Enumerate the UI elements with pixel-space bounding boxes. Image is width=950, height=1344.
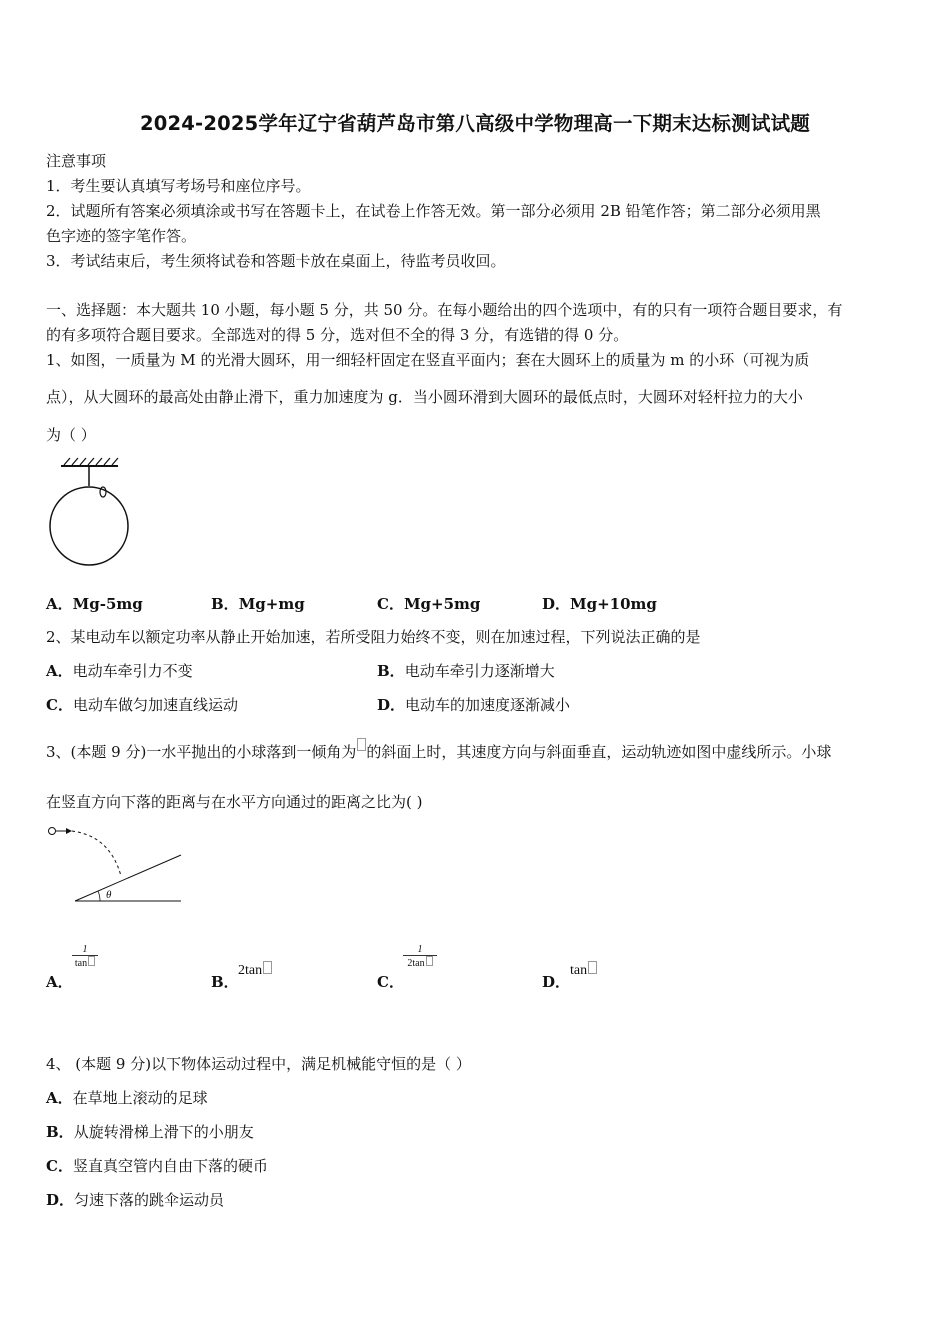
q1-option-b[interactable]: B．Mg+mg — [211, 595, 305, 613]
notice-line-2b: 色字迹的签字笔作答。 — [46, 227, 197, 245]
section1-line-2: 的有多项符合题目要求。全部选对的得 5 分，选对但不全的得 3 分，有选错的得 0 分。 — [46, 326, 629, 344]
theta-placeholder-icon — [263, 961, 272, 974]
q4-option-a[interactable]: A．在草地上滚动的足球 — [46, 1089, 208, 1107]
q1-option-d[interactable]: D．Mg+10mg — [542, 595, 657, 613]
q3-option-d-expression: tan — [570, 961, 597, 979]
large-ring — [50, 487, 128, 565]
arrowhead-icon — [66, 828, 72, 834]
theta-placeholder-icon — [588, 961, 597, 974]
q2-option-c[interactable]: C．电动车做匀加速直线运动 — [46, 696, 238, 714]
ball — [49, 828, 56, 835]
q3-option-c[interactable]: C． — [377, 973, 404, 991]
q1-ring-figure — [44, 455, 134, 573]
q3-stem-line-2: 在竖直方向下落的距离与在水平方向通过的距离之比为( ) — [46, 793, 423, 811]
notice-line-1: 1．考生要认真填写考场号和座位序号。 — [46, 177, 311, 195]
notice-line-3: 3．考试结束后，考生须将试卷和答题卡放在桌面上，待监考员收回。 — [46, 252, 506, 270]
q3-incline-figure — [44, 822, 186, 908]
notice-heading: 注意事项 — [46, 152, 107, 170]
q1-option-a[interactable]: A．Mg-5mg — [46, 595, 143, 613]
q3-option-b[interactable]: B． — [211, 973, 239, 991]
trajectory-path — [72, 831, 121, 876]
theta-label: θ — [106, 889, 112, 901]
q4-stem: 4、 (本题 9 分)以下物体运动过程中，满足机械能守恒的是（ ） — [46, 1055, 471, 1073]
q1-stem-line-2: 点），从大圆环的最高处由静止滑下，重力加速度为 g．当小圆环滑到大圆环的最低点时，大圆环对轻杆拉力的大小 — [46, 388, 803, 406]
q4-option-d[interactable]: D．匀速下落的跳伞运动员 — [46, 1191, 225, 1209]
q3-option-b-expression: 2tan — [238, 961, 272, 979]
q2-option-b[interactable]: B．电动车牵引力逐渐增大 — [377, 662, 555, 680]
q3-option-a-fraction: 1 tan — [72, 944, 98, 969]
section1-line-1: 一、选择题：本大题共 10 小题，每小题 5 分，共 50 分。在每小题给出的四个选项中，有的只有一项符合题目要求，有 — [46, 301, 843, 319]
q3-option-a[interactable]: A． — [46, 973, 73, 991]
q4-option-c[interactable]: C．竖直真空管内自由下落的硬币 — [46, 1157, 268, 1175]
theta-placeholder-icon — [357, 738, 366, 751]
theta-placeholder-icon — [426, 956, 433, 966]
small-ring — [100, 487, 106, 497]
q1-stem-line-1: 1、如图，一质量为 M 的光滑大圆环，用一细轻杆固定在竖直平面内；套在大圆环上的质量为 m 的小环（可视为质 — [46, 351, 810, 369]
q3-stem-line-1: 3、(本题 9 分)一水平抛出的小球落到一倾角为 的斜面上时，其速度方向与斜面垂直，运动轨迹如图中虚线所示。小球 — [46, 742, 831, 762]
ceiling-hatch — [64, 458, 118, 465]
q1-stem-line-3: 为（ ） — [46, 426, 96, 444]
angle-arc — [98, 891, 100, 901]
incline-line — [75, 855, 181, 901]
q3-option-d[interactable]: D． — [542, 973, 571, 991]
q2-option-d[interactable]: D．电动车的加速度逐渐减小 — [377, 696, 571, 714]
page-title: 2024-2025学年辽宁省葫芦岛市第八高级中学物理高一下期末达标测试试题 — [139, 112, 811, 135]
q1-option-c[interactable]: C．Mg+5mg — [377, 595, 481, 613]
q4-option-b[interactable]: B．从旋转滑梯上滑下的小朋友 — [46, 1123, 254, 1141]
q2-option-a[interactable]: A．电动车牵引力不变 — [46, 662, 193, 680]
theta-placeholder-icon — [88, 956, 95, 966]
q2-stem: 2、某电动车以额定功率从静止开始加速，若所受阻力始终不变，则在加速过程，下列说法正确的是 — [46, 628, 701, 646]
notice-line-2a: 2．试题所有答案必须填涂或书写在答题卡上，在试卷上作答无效。第一部分必须用 2B 铅笔作答；第二部分必须用黑 — [46, 202, 821, 220]
q3-option-c-fraction: 1 2tan — [403, 944, 437, 969]
